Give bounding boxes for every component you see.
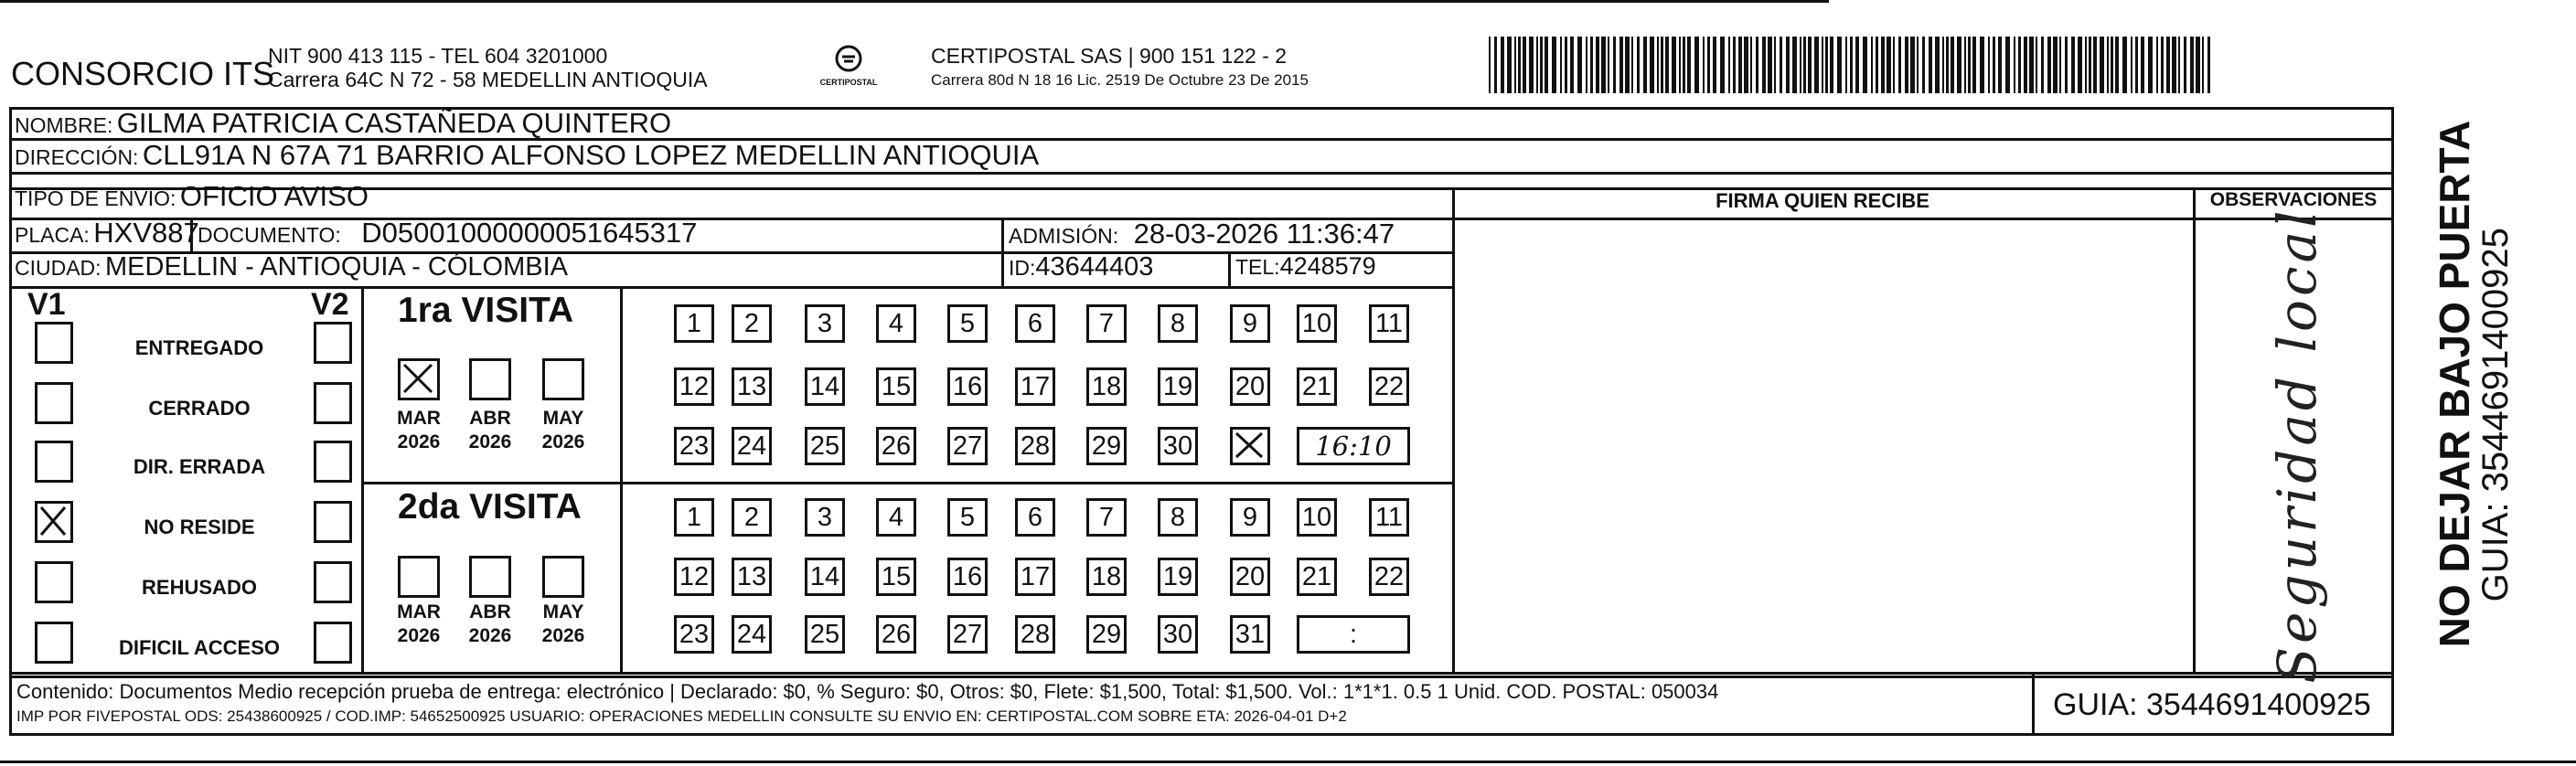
barcode-bar bbox=[1964, 37, 1966, 93]
day-box-1[interactable]: 1 bbox=[674, 304, 714, 343]
day-box-17[interactable]: 17 bbox=[1015, 558, 1055, 596]
barcode-bar bbox=[2111, 37, 2113, 93]
barcode-bar bbox=[1733, 37, 1736, 93]
v1-checkbox[interactable] bbox=[35, 322, 73, 364]
barcode-bar bbox=[1980, 37, 1984, 93]
barcode-bar bbox=[1957, 37, 1961, 93]
month-label-abr: ABR bbox=[469, 408, 511, 429]
barcode-bar bbox=[2196, 37, 2200, 93]
direccion-value: CLL91A N 67A 71 BARRIO ALFONSO LOPEZ MEDELLIN ANTIOQUIA bbox=[142, 139, 1040, 171]
col-line bbox=[1452, 187, 1455, 672]
nit-line: NIT 900 413 115 - TEL 604 3201000 bbox=[268, 44, 608, 68]
month-checkbox-may[interactable] bbox=[542, 556, 584, 598]
barcode-bar bbox=[1514, 37, 1516, 93]
day-box-19[interactable]: 19 bbox=[1158, 367, 1198, 406]
barcode-bar bbox=[1837, 37, 1842, 93]
barcode-bar bbox=[2156, 37, 2158, 93]
day-box-4[interactable]: 4 bbox=[876, 498, 916, 537]
barcode-bar bbox=[1814, 37, 1819, 93]
day-box-14[interactable]: 14 bbox=[805, 367, 845, 406]
documento-label: DOCUMENTO: bbox=[198, 223, 341, 247]
day-box-18[interactable]: 18 bbox=[1086, 367, 1127, 406]
barcode-bar bbox=[2141, 37, 2144, 93]
visit2-title: 2da VISITA bbox=[398, 487, 582, 527]
barcode-bar bbox=[1887, 37, 1891, 93]
barcode-bar bbox=[1728, 37, 1730, 93]
day-box-26[interactable]: 26 bbox=[876, 615, 916, 654]
barcode-bar bbox=[1679, 37, 1681, 93]
month-checkbox-mar[interactable] bbox=[398, 358, 440, 400]
barcode-bar bbox=[1540, 37, 1543, 93]
nombre-row bbox=[15, 107, 671, 140]
admision-cell bbox=[1009, 218, 1395, 250]
day-box-30[interactable]: 30 bbox=[1158, 615, 1198, 654]
day-box-29[interactable]: 29 bbox=[1086, 427, 1127, 465]
row-line bbox=[1452, 218, 2394, 220]
day-box-26[interactable]: 26 bbox=[876, 427, 916, 465]
carrier-line2: Carrera 80d N 18 16 Lic. 2519 De Octubre 23 De 2015 bbox=[931, 71, 1309, 89]
status-label-no-reside: NO RESIDE bbox=[144, 516, 255, 538]
barcode-bar bbox=[1565, 37, 1567, 93]
year-label: 2026 bbox=[468, 431, 512, 452]
day-box-10[interactable]: 10 bbox=[1297, 498, 1337, 537]
day-box-6[interactable]: 6 bbox=[1015, 304, 1055, 343]
barcode-bar bbox=[2202, 37, 2204, 93]
day-box-9[interactable]: 9 bbox=[1230, 498, 1270, 537]
month-checkbox-may[interactable] bbox=[542, 358, 584, 400]
barcode-bar bbox=[1845, 37, 1847, 93]
barcode-bar bbox=[1577, 37, 1582, 93]
barcode-bar bbox=[1631, 37, 1633, 93]
day-box-17[interactable]: 17 bbox=[1015, 367, 1055, 406]
barcode-bar bbox=[2100, 37, 2104, 93]
barcode-bar bbox=[2018, 37, 2021, 93]
year-label: 2026 bbox=[397, 431, 441, 452]
barcode-bar bbox=[1744, 37, 1748, 93]
day-box-8[interactable]: 8 bbox=[1158, 498, 1198, 537]
col-line bbox=[1228, 251, 1231, 286]
barcode-bar bbox=[1800, 37, 1801, 93]
barcode-bar bbox=[2085, 37, 2087, 93]
barcode-bar bbox=[2190, 37, 2194, 93]
admision-label: ADMISIÓN: bbox=[1009, 224, 1119, 248]
day-box-21[interactable]: 21 bbox=[1297, 558, 1337, 596]
day-box-23[interactable]: 23 bbox=[674, 427, 714, 465]
side-guia-text: GUIA: 3544691400925 bbox=[2475, 228, 2516, 602]
observaciones-handwriting-text: Seguridad local bbox=[2266, 207, 2328, 684]
row-line bbox=[361, 482, 1452, 484]
barcode-bar bbox=[1993, 37, 1995, 93]
v1-checkbox[interactable] bbox=[35, 561, 73, 603]
day-box-22[interactable]: 22 bbox=[1369, 367, 1409, 406]
tipo-row bbox=[15, 180, 369, 213]
firma-header: FIRMA QUIEN RECIBE bbox=[1716, 189, 1929, 212]
side-text bbox=[2432, 121, 2515, 648]
day-box-28[interactable]: 28 bbox=[1015, 615, 1055, 654]
barcode-bar bbox=[1898, 37, 1901, 93]
barcode-bar bbox=[2029, 37, 2034, 93]
barcode-bar bbox=[2148, 37, 2153, 93]
month-checkbox-abr[interactable] bbox=[469, 556, 511, 598]
barcode-bar bbox=[2115, 37, 2119, 93]
day-box-8[interactable]: 8 bbox=[1158, 304, 1198, 343]
id-label: ID: bbox=[1009, 256, 1036, 280]
footer-guia: GUIA: 3544691400925 bbox=[2053, 687, 2371, 722]
status-label-dir-errada: DIR. ERRADA bbox=[133, 455, 266, 478]
day-box-12[interactable]: 12 bbox=[674, 367, 714, 406]
barcode-bar bbox=[1780, 37, 1782, 93]
barcode-bar bbox=[2093, 37, 2097, 93]
admision-value: 28-03-2026 11:36:47 bbox=[1133, 218, 1395, 250]
day-box-19[interactable]: 19 bbox=[1158, 558, 1198, 596]
barcode-bar bbox=[1917, 37, 1919, 93]
barcode-bar bbox=[1922, 37, 1925, 93]
barcode-bar bbox=[2024, 37, 2027, 93]
tel-cell bbox=[1235, 252, 1376, 281]
barcode-bar bbox=[1972, 37, 1976, 93]
barcode-bar bbox=[2184, 37, 2186, 93]
day-box-27[interactable]: 27 bbox=[947, 615, 988, 654]
day-box-28[interactable]: 28 bbox=[1015, 427, 1055, 465]
barcode-bar bbox=[2005, 37, 2010, 93]
barcode-bar bbox=[1825, 37, 1828, 93]
barcode-bar bbox=[1946, 37, 1949, 93]
day-box-1[interactable]: 1 bbox=[674, 498, 714, 537]
day-box-6[interactable]: 6 bbox=[1015, 498, 1055, 537]
barcode-bar bbox=[1774, 37, 1776, 93]
day-box-3[interactable]: 3 bbox=[805, 498, 845, 537]
documento-cell bbox=[198, 217, 697, 250]
direccion-row bbox=[15, 139, 1039, 172]
barcode-bar bbox=[2172, 37, 2176, 93]
barcode-bar bbox=[2089, 37, 2091, 93]
nombre-label: NOMBRE: bbox=[15, 113, 113, 137]
carrier-line1: CERTIPOSTAL SAS | 900 151 122 - 2 bbox=[931, 44, 1288, 68]
placa-value: HXV887 bbox=[93, 217, 199, 249]
barcode-bar bbox=[1792, 37, 1797, 93]
month-label-mar: MAR bbox=[397, 408, 441, 429]
barcode-bar bbox=[1720, 37, 1725, 93]
barcode-bar bbox=[1687, 37, 1691, 93]
barcode-bar bbox=[1750, 37, 1752, 93]
barcode-bar bbox=[1672, 37, 1676, 93]
footer-line2: IMP POR FIVEPOSTAL ODS: 25438600925 / COD.IMP: 54652500925 USUARIO: OPERACIONES MEDELLIN CONSULTE SU ENVIO EN: CERTIPOSTAL.COM SOBRE ETA: 2026-04-01 D+2 bbox=[16, 707, 1347, 725]
day-box-31[interactable]: 31 bbox=[1230, 615, 1270, 654]
day-box-5[interactable]: 5 bbox=[947, 304, 988, 343]
visit1-title: 1ra VISITA bbox=[398, 291, 574, 330]
barcode-bar bbox=[1850, 37, 1853, 93]
tel-value: 4248579 bbox=[1279, 252, 1376, 280]
day-box-25[interactable]: 25 bbox=[805, 615, 845, 654]
barcode-bar bbox=[1968, 37, 1971, 93]
barcode-bar bbox=[2166, 37, 2170, 93]
day-box-24[interactable]: 24 bbox=[732, 427, 772, 465]
barcode-bar bbox=[1855, 37, 1859, 93]
barcode-bar bbox=[1803, 37, 1806, 93]
barcode-bar bbox=[2041, 37, 2044, 93]
no-dejar-text: NO DEJAR BAJO PUERTA bbox=[2431, 120, 2478, 648]
barcode-bar bbox=[1552, 37, 1556, 93]
barcode bbox=[1489, 37, 2220, 97]
bottom-rule bbox=[0, 761, 2576, 763]
company-name: CONSORCIO ITS bbox=[11, 55, 275, 92]
barcode-bar bbox=[2065, 37, 2068, 93]
day-box-23[interactable]: 23 bbox=[674, 615, 714, 654]
barcode-bar bbox=[1507, 37, 1512, 93]
barcode-bar bbox=[1657, 37, 1659, 93]
v2-checkbox[interactable] bbox=[314, 622, 352, 664]
row-line bbox=[9, 172, 2394, 175]
day-box-25[interactable]: 25 bbox=[805, 427, 845, 465]
barcode-bar bbox=[1998, 37, 2002, 93]
day-box-16[interactable]: 16 bbox=[947, 558, 988, 596]
status-label-entregado: ENTREGADO bbox=[134, 336, 264, 359]
barcode-bar bbox=[1536, 37, 1538, 93]
barcode-bar bbox=[1637, 37, 1640, 93]
barcode-bar bbox=[2014, 37, 2015, 93]
day-box-20[interactable]: 20 bbox=[1230, 367, 1270, 406]
day-box-checked[interactable] bbox=[1230, 427, 1270, 465]
day-box-11[interactable]: 11 bbox=[1369, 498, 1409, 537]
nombre-value: GILMA PATRICIA CASTAÑEDA QUINTERO bbox=[116, 107, 672, 139]
barcode-bar bbox=[1613, 37, 1616, 93]
barcode-bar bbox=[1545, 37, 1548, 93]
barcode-bar bbox=[1608, 37, 1609, 93]
barcode-bar bbox=[2071, 37, 2075, 93]
barcode-bar bbox=[1529, 37, 1534, 93]
day-box-15[interactable]: 15 bbox=[876, 367, 916, 406]
ciudad-value: MEDELLIN - ANTIOQUIA - CÓLOMBIA bbox=[105, 252, 569, 282]
v2-checkbox[interactable] bbox=[314, 561, 352, 603]
time-box[interactable]: : bbox=[1297, 615, 1410, 654]
year-label: 2026 bbox=[541, 431, 585, 452]
month-label-mar: MAR bbox=[397, 601, 441, 622]
barcode-bar bbox=[2122, 37, 2127, 93]
ciudad-label: CIUDAD: bbox=[15, 256, 102, 280]
tel-label: TEL: bbox=[1235, 255, 1280, 279]
barcode-bar bbox=[1489, 37, 1491, 93]
barcode-bar bbox=[1910, 37, 1915, 93]
barcode-bar bbox=[2161, 37, 2164, 93]
month-label-may: MAY bbox=[542, 408, 584, 429]
day-box-29[interactable]: 29 bbox=[1086, 615, 1127, 654]
v2-checkbox[interactable] bbox=[314, 501, 352, 543]
barcode-bar bbox=[1713, 37, 1716, 93]
day-box-11[interactable]: 11 bbox=[1369, 304, 1409, 343]
v1-checkbox[interactable] bbox=[35, 501, 73, 543]
day-box-3[interactable]: 3 bbox=[805, 304, 845, 343]
barcode-bar bbox=[1694, 37, 1699, 93]
barcode-bar bbox=[1738, 37, 1742, 93]
v1-checkbox[interactable] bbox=[35, 382, 73, 424]
day-box-22[interactable]: 22 bbox=[1369, 558, 1409, 596]
barcode-bar bbox=[2059, 37, 2061, 93]
barcode-bar bbox=[1893, 37, 1895, 93]
barcode-bar bbox=[2178, 37, 2180, 93]
barcode-bar bbox=[1683, 37, 1685, 93]
month-checkbox-mar[interactable] bbox=[398, 556, 440, 598]
day-box-5[interactable]: 5 bbox=[947, 498, 988, 537]
barcode-bar bbox=[1523, 37, 1526, 93]
v1-checkbox[interactable] bbox=[35, 622, 73, 664]
barcode-bar bbox=[1808, 37, 1812, 93]
barcode-bar bbox=[1822, 37, 1823, 93]
documento-value: D05001000000051645317 bbox=[361, 217, 698, 249]
v2-label: V2 bbox=[311, 287, 349, 322]
status-label-rehusado: REHUSADO bbox=[142, 576, 257, 599]
observaciones-header: OBSERVACIONES bbox=[2209, 189, 2378, 210]
barcode-bar bbox=[1703, 37, 1705, 93]
barcode-bar bbox=[1643, 37, 1647, 93]
footer-line1: Contenido: Documentos Medio recepción prueba de entrega: electrónico | Declarado: $0, % Seguro: $0, Otros: $0, Flete: $1,500, Total: $1,500. Vol.: 1*1*1. 0.5 1 Unid. COD. POSTAL: 050034 bbox=[16, 680, 1719, 703]
direccion-label: DIRECCIÓN: bbox=[15, 145, 139, 169]
barcode-bar bbox=[1586, 37, 1587, 93]
observaciones-handwriting bbox=[2266, 207, 2328, 683]
month-label-may: MAY bbox=[542, 601, 584, 622]
barcode-bar bbox=[1560, 37, 1562, 93]
barcode-bar bbox=[1650, 37, 1654, 93]
tipo-value: OFICIO AVISO bbox=[179, 180, 369, 212]
day-box-18[interactable]: 18 bbox=[1086, 558, 1127, 596]
observaciones-area[interactable] bbox=[2195, 207, 2392, 684]
day-box-30[interactable]: 30 bbox=[1158, 427, 1198, 465]
v2-checkbox[interactable] bbox=[314, 441, 352, 483]
row-line bbox=[9, 286, 1452, 289]
v1-checkbox[interactable] bbox=[35, 441, 73, 483]
id-value: 43644403 bbox=[1035, 252, 1154, 282]
day-box-21[interactable]: 21 bbox=[1297, 367, 1337, 406]
col-line bbox=[620, 286, 623, 672]
barcode-bar bbox=[1786, 37, 1790, 93]
top-rule bbox=[0, 0, 1829, 3]
v2-checkbox[interactable] bbox=[314, 382, 352, 424]
barcode-bar bbox=[1988, 37, 1990, 93]
day-box-15[interactable]: 15 bbox=[876, 558, 916, 596]
barcode-bar bbox=[1756, 37, 1758, 93]
barcode-bar bbox=[1518, 37, 1521, 93]
barcode-bar bbox=[2207, 37, 2210, 93]
day-box-7[interactable]: 7 bbox=[1086, 498, 1127, 537]
barcode-bar bbox=[1762, 37, 1766, 93]
barcode-bar bbox=[1768, 37, 1772, 93]
ciudad-cell bbox=[15, 252, 568, 282]
barcode-bar bbox=[2053, 37, 2058, 93]
barcode-bar bbox=[1570, 37, 1574, 93]
day-box-7[interactable]: 7 bbox=[1086, 304, 1127, 343]
barcode-bar bbox=[2047, 37, 2051, 93]
barcode-bar bbox=[1619, 37, 1623, 93]
barcode-bar bbox=[1707, 37, 1710, 93]
barcode-bar bbox=[1625, 37, 1630, 93]
barcode-bar bbox=[1601, 37, 1606, 93]
barcode-bar bbox=[1501, 37, 1504, 93]
v1-label: V1 bbox=[27, 287, 66, 322]
year-label: 2026 bbox=[397, 625, 441, 646]
barcode-bar bbox=[1863, 37, 1867, 93]
barcode-bar bbox=[1665, 37, 1669, 93]
day-box-13[interactable]: 13 bbox=[732, 558, 772, 596]
day-box-12[interactable]: 12 bbox=[674, 558, 714, 596]
month-checkbox-abr[interactable] bbox=[469, 358, 511, 400]
v2-checkbox[interactable] bbox=[314, 322, 352, 364]
day-box-9[interactable]: 9 bbox=[1230, 304, 1270, 343]
day-box-27[interactable]: 27 bbox=[947, 427, 988, 465]
firma-area[interactable] bbox=[1458, 221, 2189, 669]
status-label-cerrado: CERRADO bbox=[148, 397, 251, 420]
barcode-bar bbox=[1905, 37, 1908, 93]
col-line bbox=[1001, 218, 1004, 286]
day-box-4[interactable]: 4 bbox=[876, 304, 916, 343]
year-label: 2026 bbox=[541, 625, 585, 646]
tipo-label: TIPO DE ENVIO: bbox=[15, 186, 176, 210]
barcode-bar bbox=[2107, 37, 2109, 93]
barcode-bar bbox=[1590, 37, 1593, 93]
barcode-bar bbox=[1942, 37, 1944, 93]
day-box-14[interactable]: 14 bbox=[805, 558, 845, 596]
barcode-bar bbox=[2135, 37, 2138, 93]
logo-text: CERTIPOSTAL bbox=[819, 78, 878, 87]
barcode-bar bbox=[1596, 37, 1599, 93]
barcode-bar bbox=[1661, 37, 1663, 93]
placa-cell bbox=[15, 217, 199, 250]
time-box[interactable]: 16:10 bbox=[1297, 427, 1410, 465]
day-box-13[interactable]: 13 bbox=[732, 367, 772, 406]
placa-label: PLACA: bbox=[15, 223, 90, 247]
certipostal-logo bbox=[812, 44, 885, 99]
day-box-20[interactable]: 20 bbox=[1230, 558, 1270, 596]
id-cell bbox=[1009, 252, 1153, 282]
day-box-2[interactable]: 2 bbox=[732, 304, 772, 343]
day-box-24[interactable]: 24 bbox=[732, 615, 772, 654]
barcode-bar bbox=[1881, 37, 1885, 93]
barcode-bar bbox=[1929, 37, 1932, 93]
barcode-bar bbox=[2131, 37, 2132, 93]
barcode-bar bbox=[1935, 37, 1940, 93]
barcode-bar bbox=[1876, 37, 1878, 93]
col-line bbox=[361, 286, 364, 672]
year-label: 2026 bbox=[468, 625, 512, 646]
barcode-bar bbox=[2078, 37, 2082, 93]
barcode-bar bbox=[1951, 37, 1954, 93]
month-label-abr: ABR bbox=[469, 601, 511, 622]
barcode-bar bbox=[1830, 37, 1833, 93]
status-label-dificil-acceso: DIFICIL ACCESO bbox=[118, 636, 280, 659]
day-box-10[interactable]: 10 bbox=[1297, 304, 1337, 343]
barcode-bar bbox=[1871, 37, 1873, 93]
day-box-2[interactable]: 2 bbox=[732, 498, 772, 537]
company-address: Carrera 64C N 72 - 58 MEDELLIN ANTIOQUIA bbox=[268, 68, 708, 91]
barcode-bar bbox=[2036, 37, 2037, 93]
barcode-bar bbox=[1494, 37, 1497, 93]
day-box-16[interactable]: 16 bbox=[947, 367, 988, 406]
